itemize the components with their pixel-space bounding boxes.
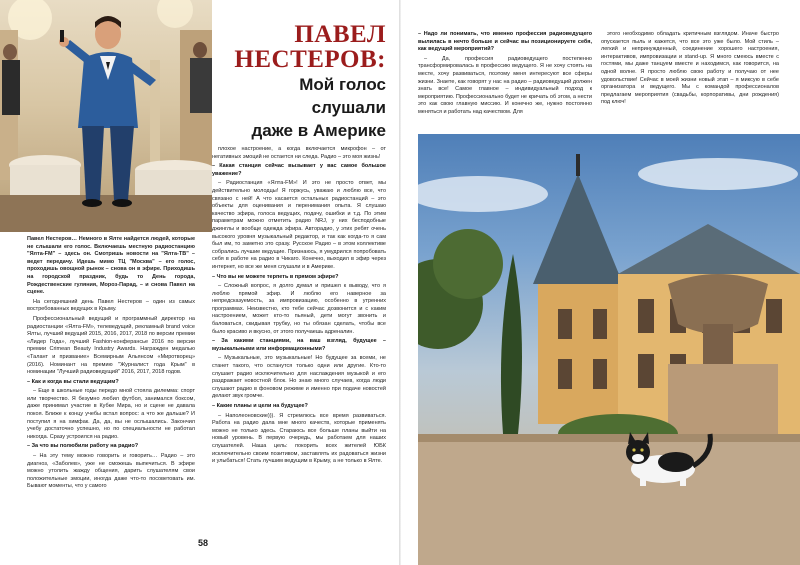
paragraph: этого необходимо обладать критичным взглядом. Иначе быстро опускается пыль и кажется, что все это уже было. Мой стиль – легкий и непринужденный, соединение хорошего настроения, интерактивов, импровизации и stand-up. Я много смеюсь вместе с гостями, мы даже танцуем вместе и находимся, как говорится, на одной волне. Я просто люблю свою работу и получаю от нее удовольствие! Сейчас в моей жизни новый этап – я миксую в себе организатора и ведущего. Мы с командой профессионалов предлагаем мероприятия (свадьбы, корпоративы, дни рождения) под ключ!: [601, 31, 779, 106]
interview-question: – Какие планы и цели на будущее?: [212, 403, 308, 409]
title-subtitle-line1: Мой голос: [299, 75, 386, 94]
paragraph: плохое настроение, а когда включается микрофон – от негативных эмоций не остается ни следа. Радио – это моя жизнь!: [212, 146, 386, 160]
text-column-3: [418, 31, 592, 119]
interview-answer: – Да, профессия радиоведущего постепенно трансформировалась в профессию ведущего. Я не хочу стоять на месте, хочу развиваться, поэтому меня интересуют все сферы жизни. Знаете, как говорят у нас на радио – радиоведущий должен знать все! Самое главное – индивидуальный подход к мероприятию. Профессионально будет не кричать об этом, а нести это как свою главную миссию. И конечно же, нужно постоянно меняться и работать над качеством. Для: [418, 55, 592, 115]
interview-answer: – Наполеоновские))). Я стремлюсь все время развиваться. Работа на радио дала мне много качеств, которые применять можно не только здесь. Стараюсь все больше планы выйти на новый уровень. В первую очередь, мы работаем для наших слушателей. Наша цель: покорить всех жителей ЮБК исключительно своим позитивом, заставлять их радоваться жизни и улыбаться! Стать лучшим ведущим в Крыму, а не только в Ялте.: [212, 412, 386, 465]
palace-cat-illustration: [418, 134, 800, 565]
interview-answer: – Еще в школьные годы передо мной стояла дилемма: спорт или творчество. Я безумно любил футбол, занимался боксом, даже принимал участие в Кубке Мира, но и сцене не давала покоя. Ближе к концу учебы встал вопрос: а что же дальше? И поступил я на химфак. Да, да, вы не ослышались. Закончил учебу достаточно успешно, но по специальности не работал никогда. Сразу устроился на радио.: [27, 388, 195, 440]
title-name-line1: ПАВЕЛ: [294, 21, 386, 48]
interview-question: – Какая станция сейчас вызывает у вас самое большое уважение?: [212, 163, 386, 177]
text-column-2: [212, 146, 386, 468]
title-subtitle-line2: слушали: [311, 98, 386, 117]
interview-question: – За какими станциями, на ваш взгляд, будущее – музыкальными или информационными?: [212, 338, 386, 352]
palace-cat-photo: [418, 134, 800, 565]
interview-question: – Как и когда вы стали ведущим?: [27, 378, 119, 385]
paragraph: Профессиональный ведущий и программный директор на радиостанции «Ялта-FM», телеведущий, рекламный brand voice Ялты, лучший ведущий 2015, 2016, 2017, 2018 по версии премии «Лидер Года», лучший Fashion-конферансье 2016 по версии премии Crimean Beauty Industry Awards. Награжден медалью «Талант и призвание» Всемирным Альянсом «Миротворец» (2016). Номинант на премию "Журналист года Крым" в номинации "Лучший радиоведущий" 2016, 2017, 2018 годов.: [27, 315, 195, 376]
interview-answer: – На эту тему можно говорить и говорить… Радио – это диагноз, «Заболев», уже не сможешь выпечиться. В эфире можно утолить жажду общения, дарить слушателям свои положительные эмоции, иногда даже что-то посоветовать им. Бывают моменты, что у самого: [27, 453, 195, 490]
interview-answer: – Музыкальные, это музыкальные! Но будущее за всеми, не станет такого, что останутся только одни или другие. Кто-то слушает радио исключительно для наслаждения музыкой и его раздражает новостной блок. Но знаю много случаев, когда люди слушают радио в фоновом режиме и именно при подаче новостей делают звук громче.: [212, 355, 386, 400]
title-name-line2: НЕСТЕРОВ:: [234, 46, 386, 73]
article-title: [226, 22, 386, 141]
interview-answer: – Радиостанция «Ялта-FM»! И это не просто ответ, мы действительно молодцы! Я горжусь, уважаю и люблю все, что связано с ней! А что касается остальных радиостанций – это объекты для оценивания и перенимания опыта. Я слушаю качество эфира, голоса ведущих, подачу, ошибки и т.д. По этим параметрам можно отметить радио NRJ, у них бесподобные джинглы и вообще одежда эфира. Авторадио, у этих ребят очень высокого уровня музыкальный редактор, и так как когда-то я сам был им, то заметно это сразу. Русское Радио – в этом коллективе собрались лучшие ведущие. Признаюсь, я умудрился попробовать себя в работе на радио в Чикаго. Конечно, выходил в эфир через интернет, но все же меня слушали и в Америке.: [212, 180, 386, 270]
host-photo: [0, 0, 212, 232]
interview-question: – Что вы не можете терпеть в прямом эфире?: [212, 273, 339, 280]
article-lead: Павел Нестеров… Немного в Ялте найдется людей, которые не слышали его голос. Включаешь местную радиостанцию "Ялта-FM" – здесь он. Смотришь новости на "Ялта-ТВ" – ведет передачу. Идешь мимо ТЦ "Москва" – его голос, проходишь овощной рынок – снова он в эфире. Приходишь на городской праздник, будь то День города, Рождественские гуляния, Мороз-Парад, – и снова Павел на сцене.: [27, 236, 195, 296]
title-subtitle-line3: даже в Америке: [251, 121, 386, 140]
page-fold: [399, 0, 401, 565]
interview-answer: – Сложный вопрос, я долго думал и пришел к выводу, что я люблю прямой эфир. И люблю его наверное за непредсказуемость, за импровизацию, особенно в утренних программах. Неизвестно, кто тебе сейчас дозвонится и с каким настроением, может кто-то пьяный, дети могут звонить и баловаться, скидывая трубку, но ты обязан сделать, чтобы все было красиво и вкусно, от этого получаешь адреналин.: [212, 283, 386, 335]
text-column-1: [27, 236, 195, 493]
host-photo-illustration: [0, 0, 212, 232]
paragraph: На сегодняшний день Павел Нестеров – один из самых востребованных ведущих в Крыму.: [27, 298, 195, 313]
interview-question: – Надо ли понимать, что именно профессия радиоведущего вылилась в нечто больше и сейчас вы позиционируете себя, как ведущий мероприятий?: [418, 31, 592, 53]
page-number: 58: [198, 538, 209, 548]
interview-question: – За что вы полюбили работу на радио?: [27, 443, 139, 450]
text-column-4: [601, 31, 779, 109]
